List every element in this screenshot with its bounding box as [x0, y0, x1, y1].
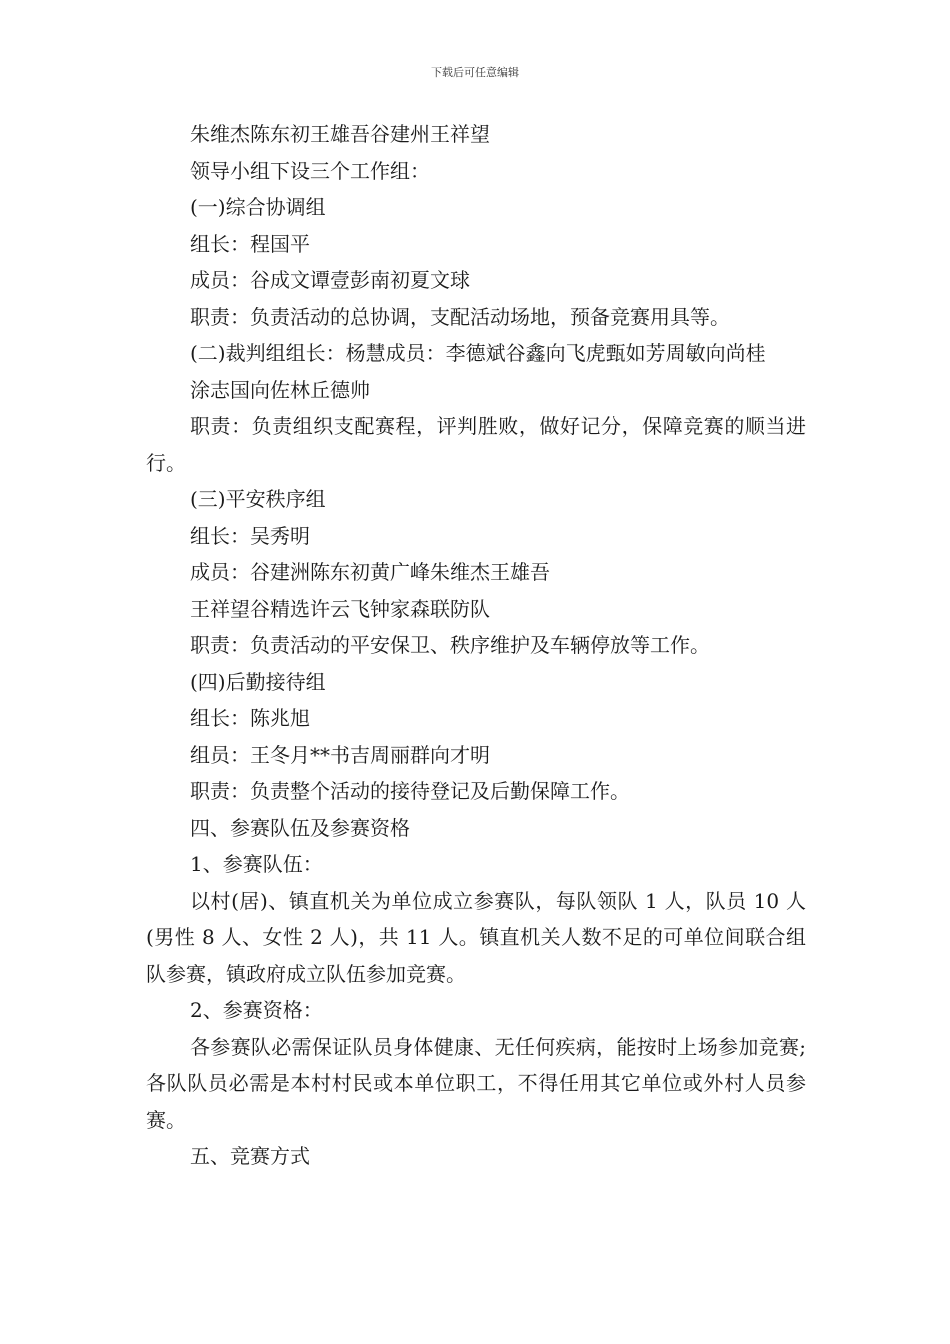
- section-heading: 五、竞赛方式: [190, 1144, 310, 1168]
- paragraph: 成员：谷成文谭壹彭南初夏文球: [190, 268, 470, 292]
- paragraph: 组长：程国平: [190, 231, 310, 256]
- section-heading: 四、参赛队伍及参赛资格: [190, 815, 410, 840]
- paragraph: 成员：谷建洲陈东初黄广峰朱维杰王雄吾: [190, 560, 550, 584]
- paragraph: 职责：负责整个活动的接待登记及后勤保障工作。: [190, 779, 630, 803]
- paragraph: 涂志国向佐林丘德帅: [190, 377, 370, 402]
- paragraph: 朱维杰陈东初王雄吾谷建州王祥望: [190, 122, 490, 146]
- page-header: 下载后可任意编辑: [431, 66, 519, 79]
- paragraph: 领导小组下设三个工作组：: [190, 158, 430, 183]
- paragraph: 组长：陈兆旭: [190, 706, 310, 730]
- paragraph: 组长：吴秀明: [190, 523, 310, 548]
- paragraph: 职责：负责活动的平安保卫、秩序维护及车辆停放等工作。: [190, 633, 710, 657]
- section-heading: (一)综合协调组: [190, 195, 326, 219]
- subsection-heading: 1、参赛队伍：: [190, 852, 323, 876]
- subsection-heading: 2、参赛资格：: [190, 998, 323, 1022]
- paragraph: 各参赛队必需保证队员身体健康、无任何疾病，能按时上场参加竞赛;各队队员必需是本村村民或本单位职工，不得任用其它单位或外村人员参赛。: [146, 1034, 806, 1132]
- document-body: [146, 116, 806, 1175]
- paragraph: 以村(居)、镇直机关为单位成立参赛队，每队领队 1 人，队员 10 人(男性 8 人、女性 2 人)，共 11 人。镇直机关人数不足的可单位间联合组队参赛，镇政府成立队伍参加竞赛。: [146, 888, 806, 986]
- paragraph: 职责：负责组织支配赛程，评判胜败，做好记分，保障竞赛的顺当进行。: [146, 414, 806, 475]
- section-heading: (三)平安秩序组: [190, 487, 326, 511]
- paragraph: 王祥望谷精选许云飞钟家森联防队: [190, 596, 490, 621]
- paragraph: 组员：王冬月**书吉周丽群向才明: [190, 742, 490, 767]
- paragraph: (二)裁判组组长：杨慧成员：李德斌谷鑫向飞虎甄如芳周敏向尚桂: [190, 341, 766, 365]
- paragraph: 职责：负责活动的总协调，支配活动场地，预备竞赛用具等。: [190, 304, 730, 329]
- section-heading: (四)后勤接待组: [190, 669, 326, 694]
